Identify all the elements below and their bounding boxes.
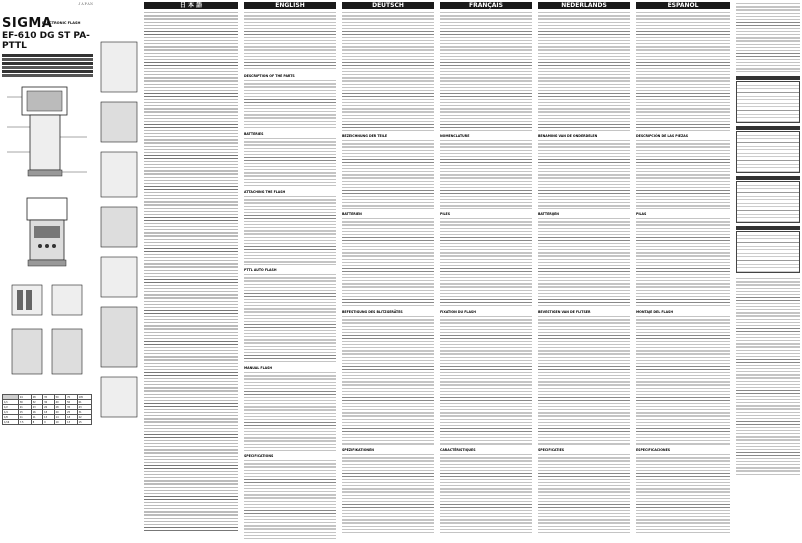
- japanese-body: [144, 11, 238, 531]
- en-section-manual: MANUAL FLASH: [244, 366, 273, 370]
- model-name: EF-610 DG ST PA-PTTL: [2, 31, 90, 51]
- de-section-attaching: BEFESTIGUNG DES BLITZGERÄTES: [342, 310, 403, 314]
- fr-section-specs: CARACTÉRISTIQUES: [440, 448, 476, 452]
- de-section-specs: SPEZIFIKATIONEN: [342, 448, 374, 452]
- nl-section-attaching: BEVESTIGEN VAN DE FLITSER: [538, 310, 591, 314]
- nl-section-parts: BENAMING VAN DE ONDERDELEN: [538, 134, 598, 138]
- spanish-column: [634, 0, 732, 543]
- es-section-parts: DESCRIPCIÓN DE LAS PIEZAS: [636, 134, 689, 138]
- dutch-header: NEDERLANDS: [538, 2, 630, 9]
- brand-logo: SIGMA: [2, 16, 53, 31]
- en-section-attaching: ATTACHING THE FLASH: [244, 190, 286, 194]
- german-header: DEUTSCH: [342, 2, 434, 9]
- diagram-strip: [98, 2, 140, 542]
- flash-diagram: [2, 82, 92, 192]
- cover-column: [0, 0, 95, 543]
- guide-number-table: 24 28 35 50 70 105 1/1 30 32 36 40 50 61 1/2 21 23 26 28 35 43 1/4 15 16 18 20 25 31 1/8 11 11 13 14 18 22 1/16 7.5 8 9 10 13 15: [2, 394, 92, 425]
- german-column: [340, 0, 436, 543]
- battery-diagram: [2, 280, 92, 320]
- es-section-batteries: PILAS: [636, 212, 647, 216]
- en-section-parts: DESCRIPTION OF THE PARTS: [244, 74, 295, 78]
- subtitle: ELECTRONIC FLASH: [42, 21, 81, 25]
- french-column: [438, 0, 534, 543]
- spanish-header: ESPAÑOL: [636, 2, 730, 9]
- de-section-batteries: BATTERIEN: [342, 212, 362, 216]
- fr-section-parts: NOMENCLATURE: [440, 134, 470, 138]
- spec-table-top: [2, 54, 93, 77]
- es-section-attaching: MONTAJE DEL FLASH: [636, 310, 674, 314]
- nl-section-batteries: BATTERIJEN: [538, 212, 559, 216]
- english-header: ENGLISH: [244, 2, 336, 9]
- japanese-column: [142, 0, 240, 543]
- diagram-column: [96, 0, 141, 543]
- french-header: FRANÇAIS: [440, 2, 532, 9]
- english-column: [242, 0, 338, 543]
- de-section-parts: BEZEICHNUNG DER TEILE: [342, 134, 388, 138]
- fr-section-attaching: FIXATION DU FLASH: [440, 310, 476, 314]
- japanese-header: 日 本 語: [144, 2, 238, 9]
- en-section-specs: SPECIFICATIONS: [244, 454, 274, 458]
- flash-back-diagram: [2, 196, 92, 276]
- spec-tables: [736, 76, 800, 273]
- fr-section-batteries: PILES: [440, 212, 451, 216]
- nl-section-specs: SPECIFICATIES: [538, 448, 565, 452]
- en-section-pttl: PTTL AUTO FLASH: [244, 268, 277, 272]
- es-section-specs: ESPECIFICACIONES: [636, 448, 671, 452]
- info-column: [734, 0, 802, 543]
- en-section-batteries: BATTERIES: [244, 132, 264, 136]
- cover-top-label: ＪＡＰＡＮ: [77, 2, 93, 6]
- dutch-column: [536, 0, 632, 543]
- mount-diagram: [2, 324, 92, 384]
